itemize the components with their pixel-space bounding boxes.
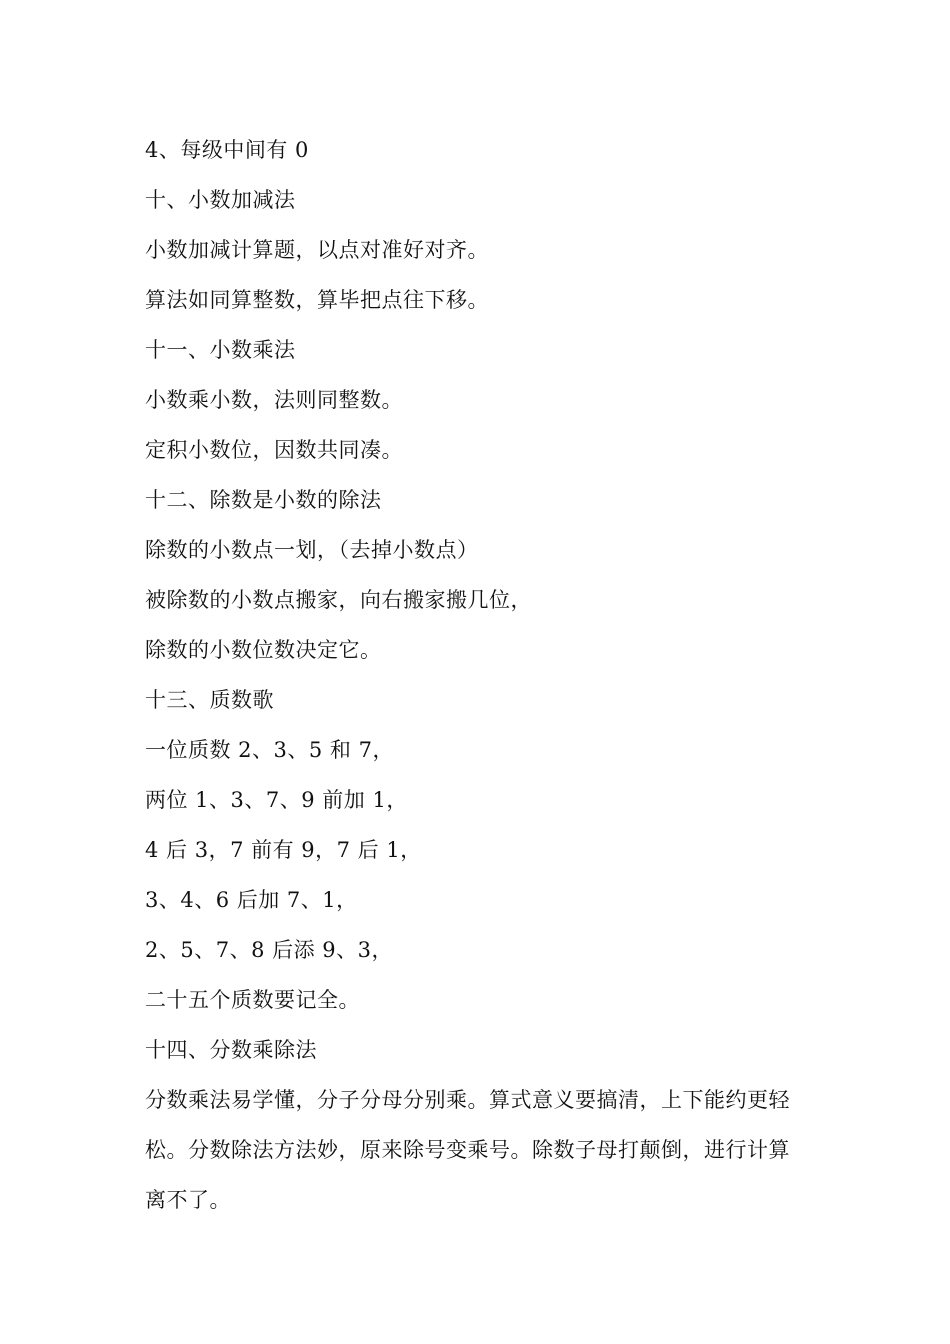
text-line: 定积小数位，因数共同凑。: [145, 438, 403, 462]
text-line: 4 后 3，7 前有 9，7 后 1，: [145, 838, 422, 862]
text-line: 除数的小数点一划，（去掉小数点）: [145, 538, 479, 562]
section-heading: 十、小数加减法: [145, 188, 296, 212]
text-line: 小数乘小数，法则同整数。: [145, 388, 403, 412]
section-heading: 十四、分数乘除法: [145, 1038, 317, 1062]
text-line: 小数加减计算题，以点对准好对齐。: [145, 238, 489, 262]
section-heading: 十三、质数歌: [145, 688, 274, 712]
section-heading: 十一、小数乘法: [145, 338, 296, 362]
text-line: 2、5、7、8 后添 9、3，: [145, 938, 394, 962]
document-page: [145, 125, 805, 1225]
text-line: 一位质数 2、3、5 和 7，: [145, 738, 394, 762]
text-line: 4、每级中间有 0: [145, 138, 309, 162]
section-heading: 十二、除数是小数的除法: [145, 488, 382, 512]
text-line: 被除数的小数点搬家，向右搬家搬几位，: [145, 588, 532, 612]
text-line: 二十五个质数要记全。: [145, 988, 360, 1012]
text-line: 3、4、6 后加 7、1，: [145, 888, 358, 912]
text-line: 除数的小数位数决定它。: [145, 638, 382, 662]
paragraph: 分数乘法易学懂，分子分母分别乘。算式意义要搞清，上下能约更轻松。分数除法方法妙，原来除号变乘号。除数子母打颠倒，进行计算离不了。: [145, 1088, 790, 1212]
text-line: 两位 1、3、7、9 前加 1，: [145, 788, 408, 812]
text-line: 算法如同算整数，算毕把点往下移。: [145, 288, 489, 312]
